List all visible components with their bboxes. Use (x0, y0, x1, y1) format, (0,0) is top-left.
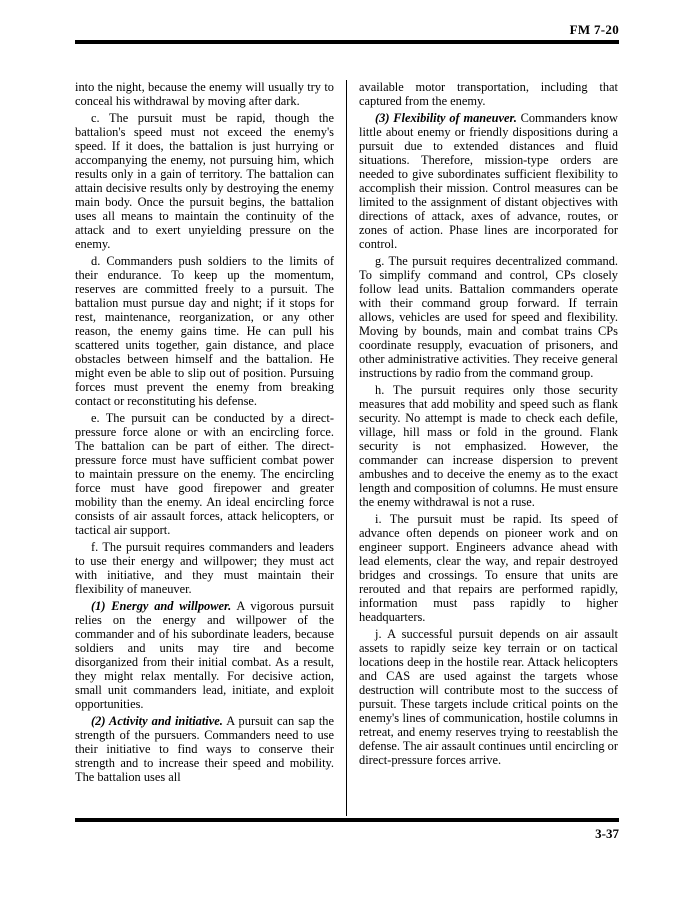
paragraph (359, 383, 618, 509)
paragraph-lead: (3) Flexibility of maneuver. (375, 111, 517, 125)
paragraph-text: d. Commanders push soldiers to the limits of their endurance. To keep up the momentum, reserves are committed freely to a pursuit. The battalion must pursue day and night; if it stops for rest, maintenance, reorganization, or any other reason, the enemy gains time. He can pull his scattered units together, gain distance, and place obstacles between himself and the battalion. He might even be able to slip out of position. Pursuing forces must prevent the enemy from breaking contact or reconstituting his defense. (75, 254, 334, 408)
paragraph (359, 254, 618, 380)
paragraph-text: h. The pursuit requires only those security measures that add mobility and speed such as flank security. No attempt is made to check each defile, village, hill mass or fold in the ground. Flank security is not emphasized. However, the commander can increase dispersion to prevent ambushes and to deceive the enemy as to the exact length and composition of columns. He must ensure the enemy withdrawal is not a ruse. (359, 383, 618, 509)
paragraph (75, 111, 334, 251)
page-body (75, 80, 619, 816)
column-divider (346, 80, 347, 816)
paragraph (359, 627, 618, 767)
paragraph-text: available motor transportation, including that captured from the enemy. (359, 80, 618, 108)
paragraph (75, 540, 334, 596)
paragraph-lead: (1) Energy and willpower. (91, 599, 232, 613)
page-number: 3-37 (595, 826, 619, 841)
paragraph-text: A pursuit can sap the strength of the pursuers. Commanders need to use their initiative to find ways to conserve their strength and to increase their speed and mobility. The battalion uses all (75, 714, 335, 784)
paragraph-text: c. The pursuit must be rapid, though the battalion's speed must not exceed the enemy's speed. If it does, the battalion is just hurrying or accompanying the enemy, not pursuing him, which results only in a gain of territory. The battalion can attain decisive results only by destroying the enemy main body. Once the pursuit begins, the battalion uses all means to maintain the continuity of the attack and to exert unyielding pressure on the enemy. (75, 111, 334, 251)
paragraph (359, 111, 618, 251)
header-rule (75, 40, 619, 44)
paragraph (75, 411, 334, 537)
paragraph-text: j. A successful pursuit depends on air assault assets to rapidly seize key terrain or on tactical locations deep in the hostile rear. Attack helicopters and CAS are used against the targets whose destruction will contribute most to the success of pursuit. These targets include critical points on the enemy's lines of communication, hostile columns in retreat, and enemy reserves trying to reestablish the defense. The air assault continues until encircling or direct-pressure forces arrive. (359, 627, 618, 767)
document-code: FM 7-20 (569, 22, 619, 37)
paragraph (75, 599, 334, 711)
paragraph-lead: (2) Activity and initiative. (91, 714, 223, 728)
paragraph-text: f. The pursuit requires commanders and leaders to use their energy and willpower; they must act with initiative, and they must maintain their flexibility of maneuver. (75, 540, 334, 596)
paragraph-text: i. The pursuit must be rapid. Its speed of advance often depends on pioneer work and on engineer support. Engineers advance ahead with lead elements, clear the way, and repair destroyed bridges and crossings. To ensure that units are rerouted and that repairs are performed rapidly, information must pass rapidly to higher headquarters. (359, 512, 618, 624)
paragraph (359, 80, 618, 108)
left-column (75, 80, 334, 816)
paragraph (75, 80, 334, 108)
paragraph-text: A vigorous pursuit relies on the energy and willpower of the commander and of his subordinate leaders, because soldiers and units may tire and become disorganized from their initial combat. As a result, they might relax mentally. For decisive action, small unit commanders lead, initiate, and exploit opportunities. (75, 599, 334, 711)
paragraph-text: into the night, because the enemy will usually try to conceal his withdrawal by moving after dark. (75, 80, 334, 108)
paragraph-text: e. The pursuit can be conducted by a direct-pressure force alone or with an encircling force. The battalion can be part of either. The direct-pressure force must have sufficient combat power to maintain pressure on the enemy. The encircling force must have good firepower and greater mobility than the enemy. An ideal encircling force consists of air assault forces, attack helicopters, or tactical air support. (75, 411, 334, 537)
paragraph-text: g. The pursuit requires decentralized command. To simplify command and control, CPs closely follow lead units. Battalion commanders operate with their command group forward. If terrain allows, vehicles are used for speed and flexibility. Moving by bounds, main and combat trains CPs coordinate resupply, evacuation of prisoners, and other administrative activities. They receive general instructions by radio from the command group. (359, 254, 618, 380)
right-column (359, 80, 618, 816)
paragraph-text: Commanders know little about enemy or friendly dispositions during a pursuit due to extended distances and fluid situations. Therefore, mission-type orders are needed to give subordinates sufficient flexibility to accomplish their mission. Control measures can be limited to the assignment of distant objectives with directions of attack, axes of advance, routes, or zones of action. Phase lines are incorporated for control. (359, 111, 618, 251)
paragraph (75, 714, 334, 784)
paragraph (359, 512, 618, 624)
paragraph (75, 254, 334, 408)
footer-rule (75, 818, 619, 822)
